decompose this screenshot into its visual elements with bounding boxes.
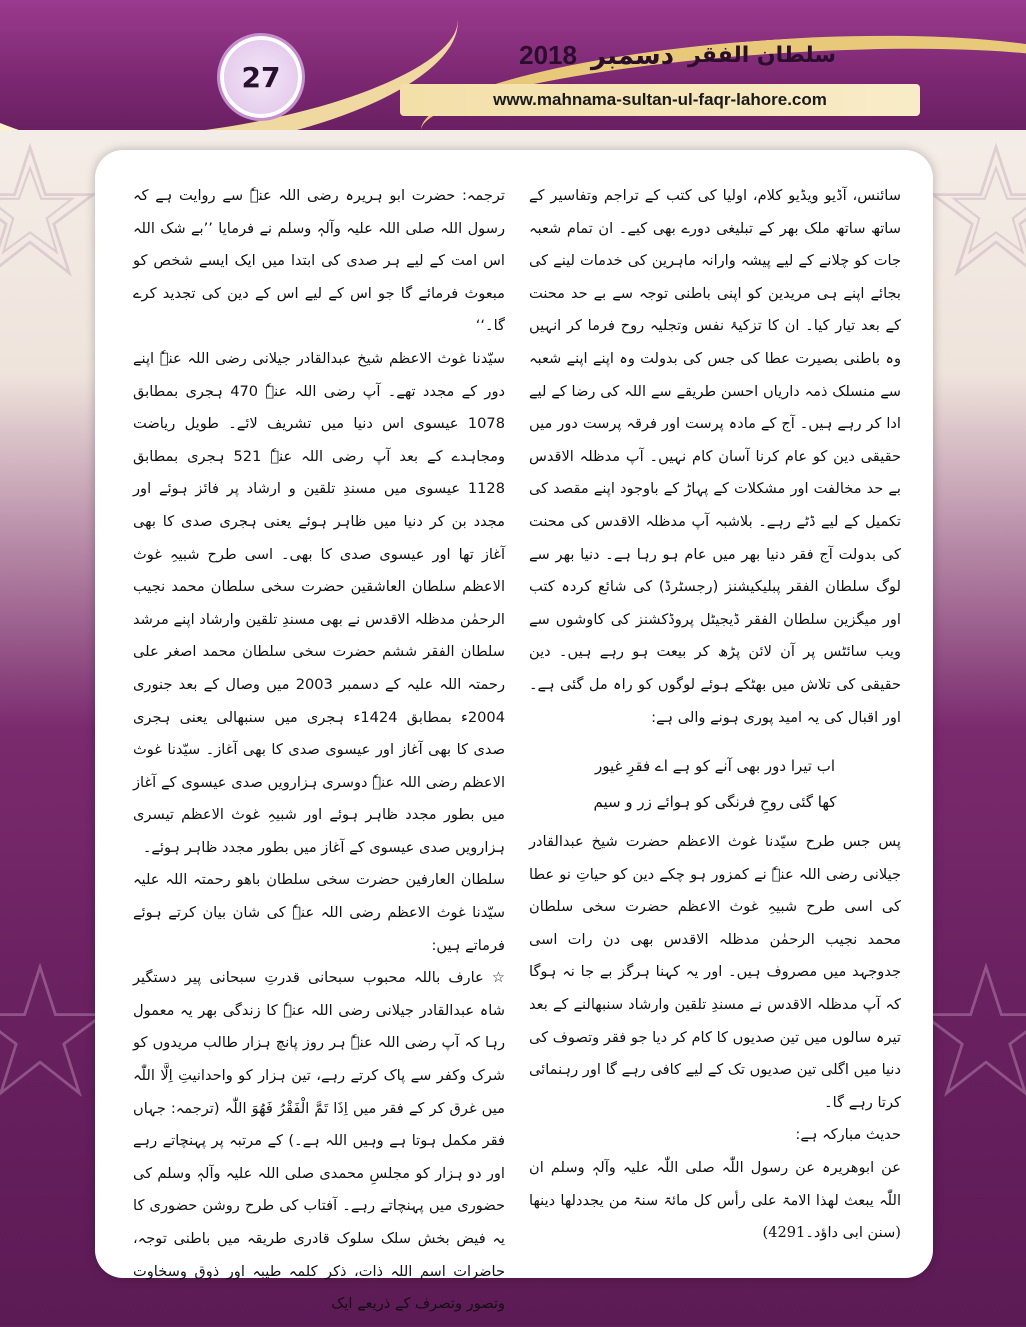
right-text-column [529, 180, 901, 1250]
star-ornament-icon [926, 140, 1026, 280]
page-number: 27 [241, 60, 281, 94]
body-paragraph: سلطان العارفین حضرت سخی سلطان باھو رحمتہ اللہ علیہ سیّدنا غوث الاعظم رضی اللہ عنہٗ کی شان بیان کرتے ہوئے فرماتے ہیں: [133, 871, 505, 954]
issue-month: دسمبر [590, 40, 675, 71]
left-text-column [133, 180, 505, 1321]
hadith-intro: حدیث مبارکہ ہے: [795, 1126, 901, 1144]
masthead [519, 40, 836, 71]
body-paragraph: سیّدنا غوث الاعظم شیخ عبدالقادر جیلانی رضی اللہ عنہٗ اپنے دور کے مجدد تھے۔ آپ رضی اللہ عنہٗ 470 ہجری بمطابق 1078 عیسوی اس دنیا میں تشریف لائے۔ طویل ریاضت ومجاہدے کے بعد آپ رضی اللہ عنہٗ 521 ہجری بمطابق 1128 عیسوی میں مسندِ تلقین و ارشاد پر فائز ہوئے اور مجدد بن کر دنیا میں ظاہر ہوئے یعنی ہجری صدی کا بھی آغاز تھا اور عیسوی صدی کا بھی۔ اسی طرح شبیہِ غوث الاعظم سلطان العاشقین حضرت سخی سلطان محمد نجیب الرحمٰن مدظلہ الاقدس نے بھی مسندِ تلقین وارشاد اپنے مرشد سلطان الفقر ششم حضرت سخی سلطان محمد اصغر علی رحمتہ اللہ علیہ کے دسمبر 2003 میں وصال کے بعد جنوری 2004ء بمطابق 1424ء ہجری میں سنبھالی یعنی ہجری صدی کا بھی آغاز اور عیسوی صدی کا بھی آغاز۔ سیّدنا غوث الاعظم رضی اللہ عنہٗ دوسری ہزارویں صدی عیسوی کے آغاز میں بطور مجدد ظاہر ہوئے اور شبیہِ غوث الاعظم تیسری ہزارویں صدی عیسوی کے آغاز میں بطور مجدد ظاہر ہوئے۔ [133, 349, 506, 856]
verse-line: کھا گئی روحِ فرنگی کو ہوائے زر و سیم [593, 793, 837, 812]
article-panel [95, 150, 933, 1313]
translation-paragraph: ترجمہ: حضرت ابو ہریرہ رضی اللہ عنہٗ سے روایت ہے کہ رسول اللہ صلی اللہ علیہ وآلہٖ وسلم نے فرمایا ’’بے شک اللہ اس امت کے لیے ہر صدی کی ابتدا میں ایک ایسے شخص کو مبعوث فرمائے گا جو اس کے لیے اس کے دین کی تجدید کرے گا۔‘‘ [133, 187, 505, 335]
poetry-couplet [529, 748, 901, 820]
body-paragraph: پس جس طرح سیّدنا غوث الاعظم حضرت شیخ عبدالقادر جیلانی رضی اللہ عنہٗ نے کمزور ہو چکے دین کو حیاتِ نو عطا کی اسی طرح شبیہِ غوث الاعظم حضرت سخی سلطان محمد نجیب الرحمٰن مدظلہ الاقدس بھی دن رات اسی جدوجہد میں مصروف ہیں۔ اور یہ کہنا ہرگز بے جا نہ ہوگا کہ آپ مدظلہ الاقدس نے مسندِ تلقین وارشاد سنبھالنے کے بعد تیرہ سالوں میں تین صدیوں کا کام کر دیا جو فقر وتصوف کی دنیا میں اگلی تین صدیوں تک کے لیے کافی رہے گا اور رہنمائی کرتا رہے گا۔ [529, 833, 901, 1111]
hadith-text: عن ابوھریرہ عن رسول اللّٰہ صلی اللّٰہ علیہ وآلہٖ وسلم ان اللّٰہ یبعث لھذا الامۃ علی رأس کل مائۃ سنۃ من یجددلھا دینھا [529, 1159, 901, 1209]
hadith-arabic [529, 1152, 901, 1250]
hadith-reference: (سنن ابی داؤد۔4291) [762, 1224, 901, 1242]
magazine-title: سلطان الفقر [688, 43, 836, 68]
page-header [0, 0, 1026, 130]
star-ornament-icon [0, 140, 100, 280]
body-paragraph: سائنس، آڈیو ویڈیو کلام، اولیا کی کتب کے تراجم وتفاسیر کے ساتھ ساتھ ملک بھر کے تبلیغی دورے بھی کیے۔ ان تمام شعبہ جات کو چلانے کے لیے پیشہ وارانہ ماہرین کی خدمات لینے کی بجائے اپنے ہی مریدین کو اپنی باطنی توجہ سے بے حد محنت کے بعد تیار کیا۔ ان کا تزکیۂ نفس وتجلیہ روح فرما کر انہیں وہ باطنی بصیرت عطا کی جس کی بدولت وہ اپنے اپنے شعبہ سے منسلک ذمہ داریاں احسن طریقے سے اللہ کی رضا کے لیے ادا کر رہے ہیں۔ آج کے مادہ پرست اور فرقہ پرست دور میں حقیقی دین کو عام کرنا آسان کام نہیں۔ آپ مدظلہ الاقدس بے حد مخالفت اور مشکلات کے پہاڑ کے باوجود اپنے مقصد کی تکمیل کے لیے ڈٹے رہے۔ بلاشبہ آپ مدظلہ الاقدس کی محنت کی بدولت آج فقر دنیا بھر میں عام ہو رہا ہے۔ دنیا بھر سے لوگ سلطان الفقر پبلیکیشنز (رجسٹرڈ) کی شائع کردہ کتب اور میگزین سلطان الفقر ڈیجیٹل پروڈکشنز کی کاوشوں سے ویب سائٹس پر آن لائن پڑھ کر بیعت ہو رہے ہیں۔ دین حقیقی کی تلاش میں بھٹکے ہوئے لوگوں کو راہ مل گئی ہے۔ اور اقبال کی یہ امید پوری ہونے والی ہے: [529, 187, 901, 726]
website-url: www.mahnama-sultan-ul-faqr-lahore.com [493, 90, 827, 109]
body-paragraph: ☆ عارف باللہ محبوب سبحانی قدرتِ سبحانی پیر دستگیر شاہ عبدالقادر جیلانی رضی اللہ عنہٗ کا زندگی بھر یہ معمول رہا کہ آپ رضی اللہ عنہٗ ہر روز پانچ ہزار طالب مریدوں کو شرک وکفر سے پاک کرتے رہے، تین ہزار کو واحدانیتِ اِلَّا اللّٰہ میں غرق کر کے فقر میں اِذَا تَمَّ الْفَقْرُ فَھُوَ اللّٰہ (ترجمہ: جہاں فقر مکمل ہوتا ہے وہیں اللہ ہے۔) کے مرتبہ پر پہنچاتے رہے اور دو ہزار کو مجلسِ محمدی صلی اللہ علیہ وآلہٖ وسلم کی حضوری میں پہنچاتے رہے۔ آفتاب کی طرح روشن حضوری کا یہ فیض بخش سلک سلوک قادری طریقہ میں باطنی توجہ، حاضرات اسم اللہ ذات، ذکر کلمہ طیبہ اور ذوق وسخاوت وتصور وتصرف کے ذریعے ایک [133, 969, 505, 1313]
page-number-badge [220, 36, 302, 118]
issue-year: 2018 [519, 40, 577, 70]
verse-line: اب تیرا دور بھی آنے کو ہے اے فقرِ غیور [594, 757, 836, 776]
website-banner [400, 84, 920, 116]
star-ornament-icon [0, 960, 110, 1100]
